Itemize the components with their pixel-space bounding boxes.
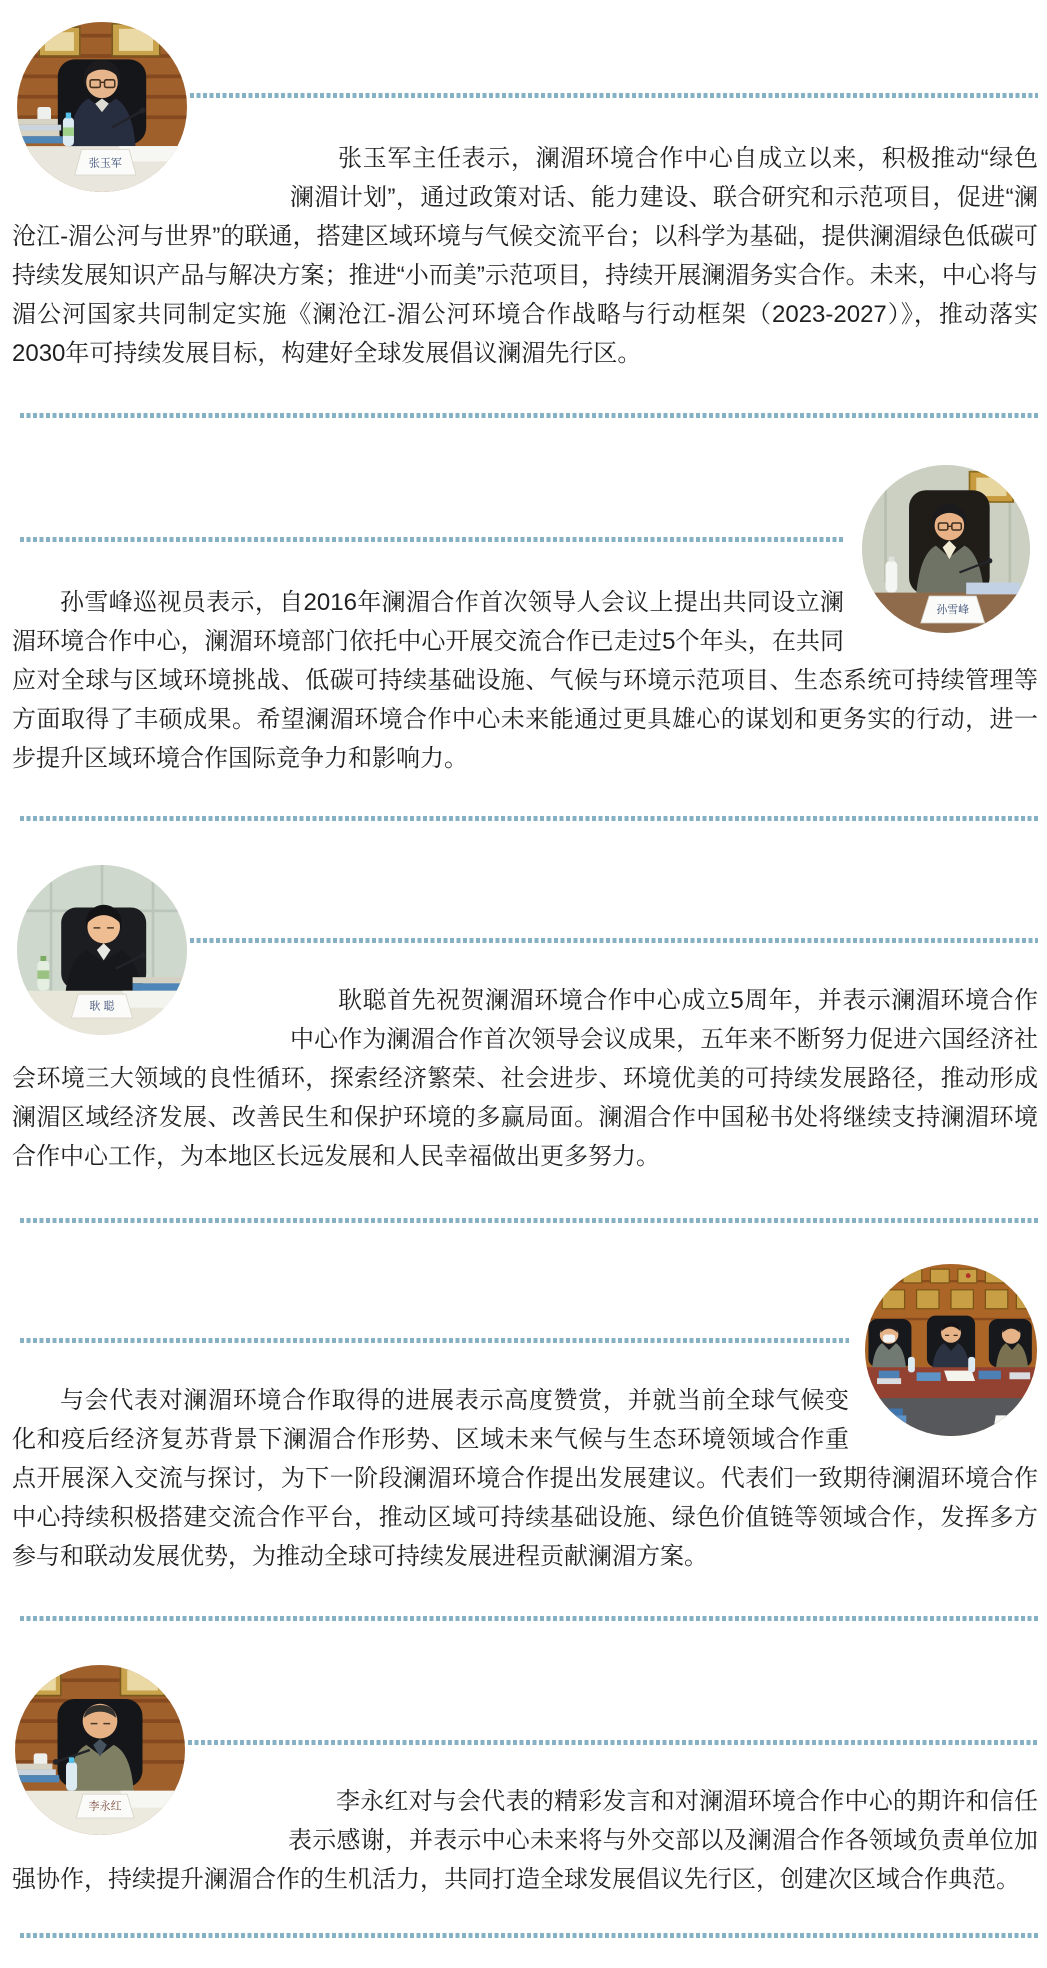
dotted-separator xyxy=(20,1933,1038,1938)
speaker-photo-image xyxy=(17,22,187,192)
meeting-photo-delegates xyxy=(865,1264,1037,1436)
speaker-photo-image xyxy=(17,865,187,1035)
nameplate-text: 李永红 xyxy=(88,1800,122,1813)
dotted-connector xyxy=(190,93,1038,98)
speaker-photo-image xyxy=(862,465,1030,633)
dotted-connector xyxy=(20,537,844,542)
meeting-photo-image xyxy=(865,1264,1037,1436)
speaker-section-zhang-yujun xyxy=(0,0,1047,413)
paragraph-zhang-yujun: 张玉军主任表示，澜湄环境合作中心自成立以来，积极推动“绿色澜湄计划”，通过政策对话、能力建设、联合研究和示范项目，促进“澜沧江-湄公河与世界”的联通，搭建区域环境与气候交流平台；以科学为基础，提供澜湄绿色低碳可持续发展知识产品与解决方案；推进“小而美”示范项目，持续开展澜湄务实合作。未来，中心将与湄公河国家共同制定实施《澜沧江-湄公河环境合作战略与行动框架（2023-2027）》，推动落实2030年可持续发展目标，构建好全球发展倡议澜湄先行区。 xyxy=(12,145,1038,367)
speaker-section-delegates xyxy=(0,1223,1047,1616)
speaker-section-li-yonghong xyxy=(0,1621,1047,1933)
dotted-connector xyxy=(190,938,1038,943)
paragraph-delegates: 与会代表对澜湄环境合作取得的进展表示高度赞赏，并就当前全球气候变化和疫后经济复苏背景下澜湄合作形势、区域未来气候与生态环境领域合作重点开展深入交流与探讨，为下一阶段澜湄环境合作提出发展建议。代表们一致期待澜湄环境合作中心持续积极搭建交流合作平台，推动区域可持续基础设施、绿色价值链等领域合作，发挥多方参与和联动发展优势，为推动全球可持续发展进程贡献澜湄方案。 xyxy=(12,1387,1038,1570)
speaker-photo-geng-cong xyxy=(17,865,187,1035)
paragraph-sun-xuefeng: 孙雪峰巡视员表示，自2016年澜湄合作首次领导人会议上提出共同设立澜湄环境合作中心，澜湄环境部门依托中心开展交流合作已走过5个年头，在共同应对全球与区域环境挑战、低碳可持续基础设施、气候与环境示范项目、生态系统可持续管理等方面取得了丰硕成果。希望澜湄环境合作中心未来能通过更具雄心的谋划和更务实的行动，进一步提升区域环境合作国际竞争力和影响力。 xyxy=(12,589,1038,772)
nameplate-text: 孙雪峰 xyxy=(936,603,970,616)
speaker-photo-sun-xuefeng xyxy=(862,465,1030,633)
speaker-photo-li-yonghong xyxy=(15,1665,185,1835)
dotted-connector xyxy=(20,1338,849,1343)
speaker-photo-zhang-yujun xyxy=(17,22,187,192)
nameplate-text: 耿 聪 xyxy=(89,1000,115,1013)
paragraph-geng-cong: 耿聪首先祝贺澜湄环境合作中心成立5周年，并表示澜湄环境合作中心作为澜湄合作首次领导会议成果，五年来不断努力促进六国经济社会环境三大领域的良性循环，探索经济繁荣、社会进步、环境优美的可持续发展路径，推动形成澜湄区域经济发展、改善民生和保护环境的多赢局面。澜湄合作中国秘书处将继续支持澜湄环境合作中心工作，为本地区长远发展和人民幸福做出更多努力。 xyxy=(12,987,1038,1170)
paragraph-li-yonghong: 李永红对与会代表的精彩发言和对澜湄环境合作中心的期许和信任表示感谢，并表示中心未来将与外交部以及澜湄合作各领域负责单位加强协作，持续提升澜湄合作的生机活力，共同打造全球发展倡议先行区，创建次区域合作典范。 xyxy=(12,1788,1038,1893)
speaker-section-sun-xuefeng xyxy=(0,418,1047,816)
speaker-photo-image xyxy=(15,1665,185,1835)
speaker-section-geng-cong xyxy=(0,821,1047,1218)
nameplate-text: 张玉军 xyxy=(88,157,122,170)
dotted-connector xyxy=(188,1740,1038,1745)
